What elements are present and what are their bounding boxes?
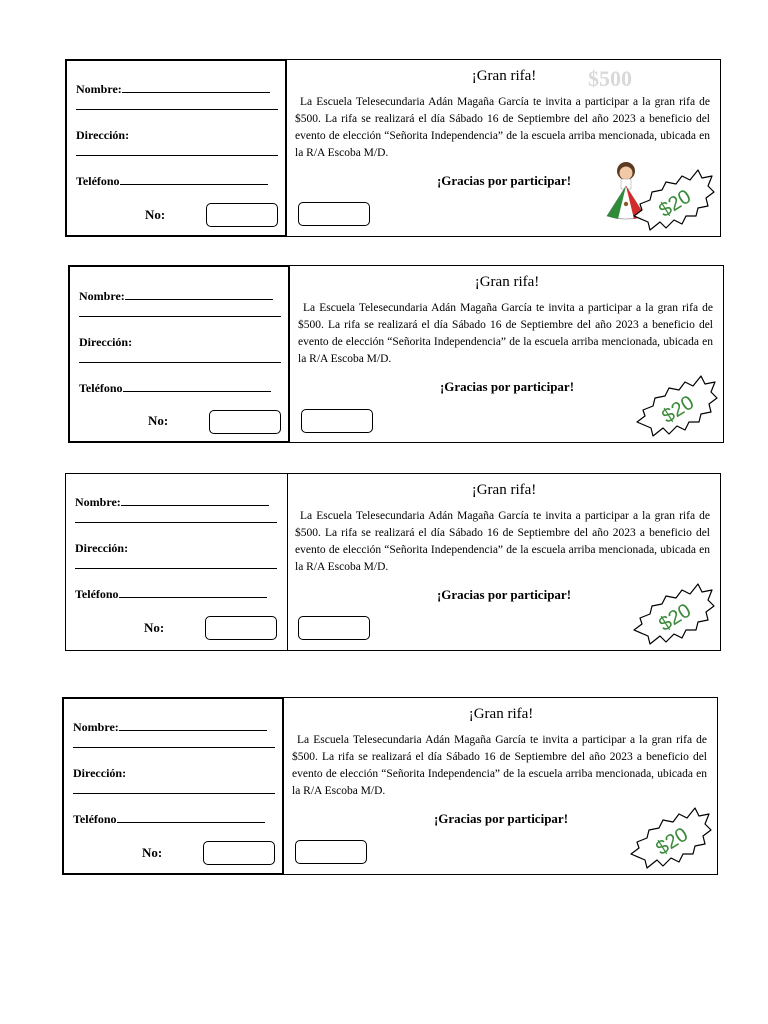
prize-watermark: $500: [588, 66, 632, 91]
ticket-text: La Escuela Telesecundaria Adán Magaña García te invita a participar a la gran rifa de $500. La rifa se realizará el día Sábado 16 de Septiembre del año 2023 a beneficio del evento de elección “Señorita Independencia” de la escuela arriba mencionada, ubicada en la R/A Escoba M/D.: [298, 302, 713, 365]
ticket-number-box: [295, 840, 367, 864]
ticket-title: ¡Gran rifa!: [471, 482, 537, 498]
telefono-label: Teléfono: [79, 381, 123, 395]
nombre-label: Nombre:: [79, 289, 125, 303]
ticket-text: La Escuela Telesecundaria Adán Magaña García te invita a participar a la gran rifa de $500. La rifa se realizará el día Sábado 16 de Septiembre del año 2023 a beneficio del evento de elección “Señorita Independencia” de la escuela arriba mencionada, ubicada en la R/A Escoba M/D.: [295, 96, 710, 159]
telefono-label: Teléfono: [75, 587, 119, 601]
ticket-number-box: [298, 202, 370, 226]
thanks-text: ¡Gracias por participar!: [439, 379, 575, 394]
ticket-text: La Escuela Telesecundaria Adán Magaña García te invita a participar a la gran rifa de $500. La rifa se realizará el día Sábado 16 de Septiembre del año 2023 a beneficio del evento de elección “Señorita Independencia” de la escuela arriba mencionada, ubicada en la R/A Escoba M/D.: [292, 734, 707, 797]
raffle-ticket-2: [68, 265, 724, 443]
price-badge: [635, 370, 719, 440]
price-badge: [632, 578, 716, 648]
stub-number-box: [209, 410, 281, 434]
ticket-text: La Escuela Telesecundaria Adán Magaña García te invita a participar a la gran rifa de $500. La rifa se realizará el día Sábado 16 de Septiembre del año 2023 a beneficio del evento de elección “Señorita Independencia” de la escuela arriba mencionada, ubicada en la R/A Escoba M/D.: [295, 510, 710, 573]
ticket-body: [288, 474, 720, 650]
raffle-ticket-4: [62, 697, 718, 875]
ticket-number-box: [301, 409, 373, 433]
raffle-ticket-3: [65, 473, 721, 651]
direccion-label: Dirección:: [73, 766, 127, 780]
stub-number-box: [206, 203, 278, 227]
direccion-label: Dirección:: [79, 335, 133, 349]
direccion-line: [75, 568, 277, 569]
no-label: No:: [145, 207, 166, 222]
direccion-label: Dirección:: [75, 541, 129, 555]
ticket-body: [288, 60, 720, 236]
nombre-line-2: [79, 316, 281, 317]
price-label: $20: [655, 185, 696, 222]
direccion-label: Dirección:: [76, 128, 130, 142]
telefono-label: Teléfono: [73, 812, 117, 826]
thanks-text: ¡Gracias por participar!: [433, 811, 569, 826]
ticket-title: ¡Gran rifa!: [471, 68, 537, 84]
price-label: $20: [652, 823, 693, 860]
ticket-title: ¡Gran rifa!: [474, 274, 540, 290]
telefono-label: Teléfono: [76, 174, 120, 188]
ticket-stub: [65, 59, 287, 237]
ticket-body: [285, 698, 717, 874]
ticket-stub: [68, 265, 290, 443]
thanks-text: ¡Gracias por participar!: [436, 587, 572, 602]
nombre-line-2: [73, 747, 275, 748]
price-badge: [632, 164, 716, 234]
no-label: No:: [148, 413, 169, 428]
nombre-line-2: [76, 109, 278, 110]
price-label: $20: [658, 391, 699, 428]
price-badge: [629, 802, 713, 872]
direccion-line: [76, 155, 278, 156]
stub-number-box: [203, 841, 275, 865]
nombre-label: Nombre:: [73, 720, 119, 734]
price-label: $20: [655, 599, 696, 636]
ticket-stub: [66, 474, 288, 650]
nombre-label: Nombre:: [76, 82, 122, 96]
no-label: No:: [142, 845, 163, 860]
ticket-number-box: [298, 616, 370, 640]
ticket-stub: [62, 697, 284, 875]
stub-number-box: [205, 616, 277, 640]
ticket-body: [291, 266, 723, 442]
nombre-label: Nombre:: [75, 495, 121, 509]
ticket-title: ¡Gran rifa!: [468, 706, 534, 722]
raffle-ticket-1: [65, 59, 721, 237]
no-label: No:: [144, 620, 165, 635]
thanks-text: ¡Gracias por participar!: [436, 173, 572, 188]
nombre-line-2: [75, 522, 277, 523]
direccion-line: [79, 362, 281, 363]
direccion-line: [73, 793, 275, 794]
